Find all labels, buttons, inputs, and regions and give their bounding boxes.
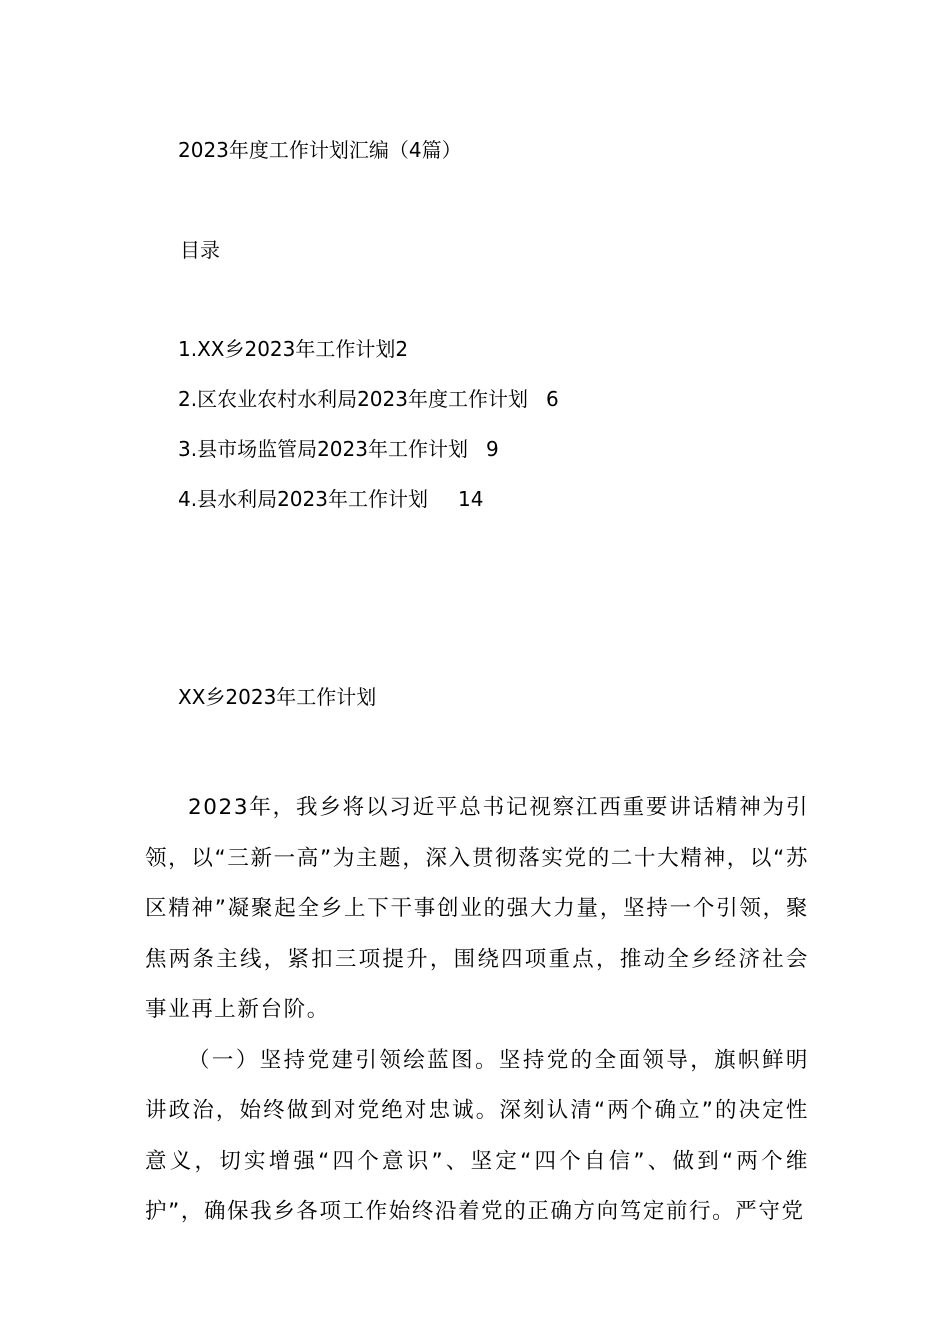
- paragraph: （一）坚持党建引领绘蓝图。坚持党的全面领导，旗帜鲜明讲政治，始终做到对党绝对忠诚。深刻认清“两个确立”的决定性意义，切实增强“四个意识”、坚定“四个自信”、做到“两个维护”，确保我乡各项工作始终沿着党的正确方向笃定前行。严守党: [145, 1047, 809, 1224]
- toc-item-page: 6: [545, 387, 559, 411]
- toc-item-label: 4.县水利局2023年工作计划: [178, 487, 428, 511]
- toc-item-label: 1.XX乡2023年工作计划: [178, 337, 396, 361]
- toc-item-label: 2.区农业农村水利局2023年度工作计划: [178, 387, 528, 411]
- toc-item-page: 14: [457, 487, 484, 511]
- toc-item[interactable]: [178, 486, 559, 536]
- toc-item-label: 3.县市场监管局2023年工作计划: [178, 437, 468, 461]
- body-text: [145, 783, 809, 1238]
- toc-heading: 目录: [180, 238, 220, 262]
- toc-item[interactable]: [178, 386, 559, 436]
- section-title: XX乡2023年工作计划: [178, 685, 377, 709]
- toc-item[interactable]: [178, 336, 559, 386]
- table-of-contents: [178, 336, 559, 536]
- toc-item-page: 2: [395, 337, 409, 361]
- toc-item-page: 9: [485, 437, 499, 461]
- toc-item[interactable]: [178, 436, 559, 486]
- document-title: 2023年度工作计划汇编（4篇）: [178, 138, 462, 162]
- paragraph: 2023年，我乡将以习近平总书记视察江西重要讲话精神为引领，以“三新一高”为主题，深入贯彻落实党的二十大精神，以“苏区精神”凝聚起全乡上下干事创业的强大力量，坚持一个引领，聚焦两条主线，紧扣三项提升，围绕四项重点，推动全乡经济社会事业再上新台阶。: [145, 795, 809, 1022]
